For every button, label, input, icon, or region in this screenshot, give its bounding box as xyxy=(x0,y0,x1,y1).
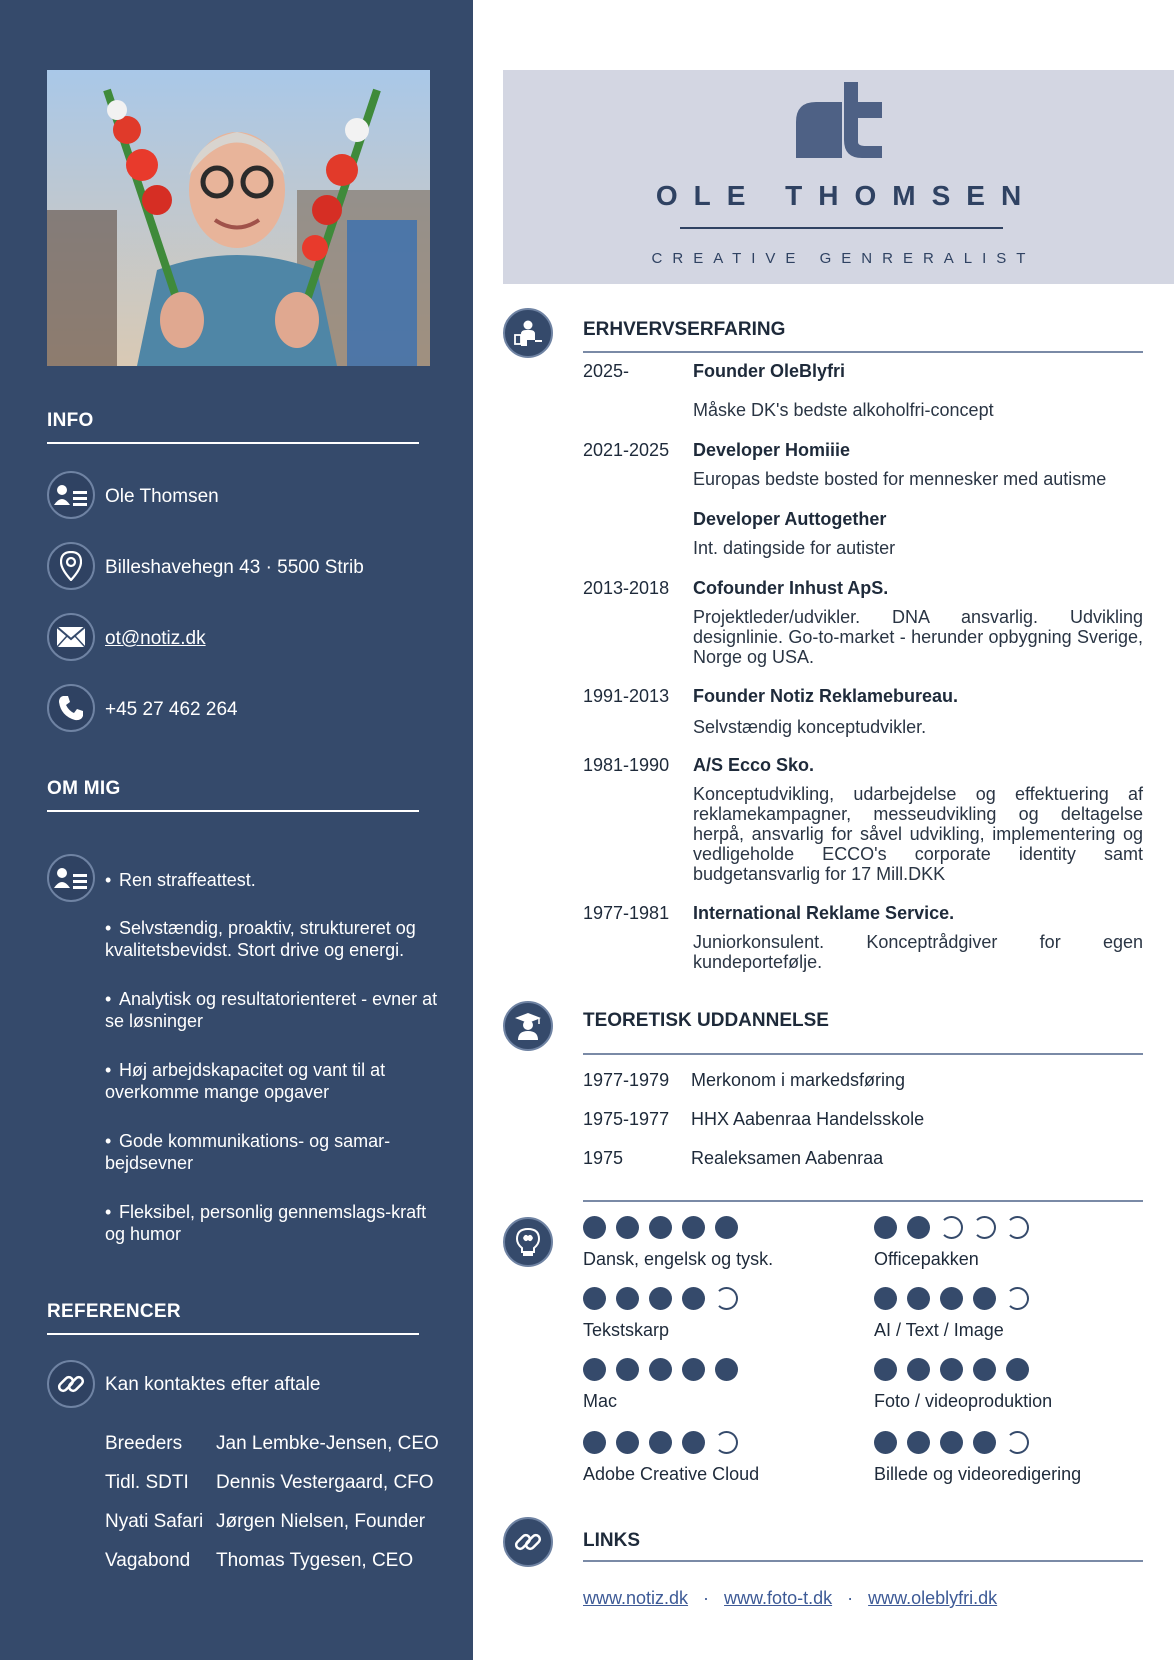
rating-dot-filled xyxy=(973,1431,996,1454)
rating-dot-filled xyxy=(973,1358,996,1381)
education-heading: TEORETISK UDDANNELSE xyxy=(583,1010,829,1031)
rating-dot-filled xyxy=(616,1358,639,1381)
skill-label: Mac xyxy=(583,1391,618,1411)
rating-dot-filled xyxy=(1006,1358,1029,1381)
skills-divider xyxy=(583,1200,1143,1202)
links-divider xyxy=(583,1560,1143,1562)
rating-dot-filled xyxy=(616,1287,639,1310)
chain-link-icon xyxy=(503,1517,553,1567)
skill-label: Billede og videoredigering xyxy=(874,1464,1082,1484)
link-notiz[interactable]: www.notiz.dk xyxy=(583,1588,689,1608)
link-separator: · xyxy=(847,1588,854,1608)
sidebar: INFO Ole Thomsen Billeshavehegn 43 · 5500 Strib ot@notiz.dk +45 27 462 264 OM MIG • Ren straffeattest. • Selvstændig, proaktiv, struktureret og kvalitetsbevidst. Stort drive og energi. • Analytisk og resultatorienteret - evner at se løsninger • Høj arbejdskapacitet og vant til at overkomme mange opgaver • Gode kommunikations- og samar-bejdsevner • Fleksibel, personlig gennemslags-kraft og humor REFERENCER Kan kontaktes efter aftale Breeders Jan Lembke-Jensen, CEO Tidl. SDTI Dennis Vestergaard, CFO Nyati Safari Jørgen Nielsen, Founder Vagabond Thomas Tygesen, CEO xyxy=(0,0,473,1660)
rating-dot-filled xyxy=(973,1287,996,1310)
about-bullet: • Fleksibel, personlig gennemslags-kraft og humor xyxy=(105,1202,427,1244)
chain-link-icon xyxy=(47,1360,95,1408)
education-year: 1977-1979 xyxy=(583,1070,670,1090)
rating-dot-filled xyxy=(940,1358,963,1381)
rating-dot-filled xyxy=(940,1431,963,1454)
skill-rating xyxy=(583,1431,759,1454)
job-description: Europas bedste bosted for mennesker med autisme xyxy=(693,469,1107,489)
rating-dot-empty xyxy=(1006,1216,1029,1239)
info-divider xyxy=(47,442,419,444)
job-year: 2025- xyxy=(583,361,630,381)
education-divider xyxy=(583,1053,1143,1055)
rating-dot-empty xyxy=(940,1216,963,1239)
rating-dot-filled xyxy=(907,1358,930,1381)
job-description: Projektleder/udvikler. DNA ansvarlig. Udvikling designlinie. Go-to-market - herunder opbygning Sverige, Norge og USA. xyxy=(693,607,1143,667)
about-bullet: • Selvstændig, proaktiv, struktureret og kvalitetsbevidst. Stort drive og energi. xyxy=(105,918,416,960)
rating-dot-filled xyxy=(907,1431,930,1454)
skill-item xyxy=(583,1287,738,1341)
link-separator: · xyxy=(703,1588,710,1608)
rating-dot-filled xyxy=(583,1358,606,1381)
rating-dot-filled xyxy=(940,1287,963,1310)
skill-rating xyxy=(874,1431,1081,1454)
references-intro: Kan kontaktes efter aftale xyxy=(105,1374,321,1395)
id-card-icon xyxy=(47,471,95,519)
skill-label: Foto / videoproduktion xyxy=(874,1391,1053,1411)
rating-dot-empty xyxy=(715,1287,738,1310)
about-divider xyxy=(47,810,419,812)
about-bullet: • Analytisk og resultatorienteret - evner at se løsninger xyxy=(105,989,438,1031)
skill-rating xyxy=(874,1287,1029,1310)
skill-rating xyxy=(583,1216,773,1239)
job-description: Int. datingside for autister xyxy=(693,538,896,558)
skill-rating xyxy=(583,1287,738,1310)
rating-dot-filled xyxy=(583,1431,606,1454)
about-bullet: • Ren straffeattest. xyxy=(105,870,256,890)
rating-dot-filled xyxy=(874,1358,897,1381)
experience-heading: ERHVERVSERFARING xyxy=(583,319,786,340)
info-email[interactable] xyxy=(105,627,206,650)
about-heading: OM MIG xyxy=(47,778,121,799)
job-description: Juniorkonsulent. Konceptrådgiver for egen kundeportefølje. xyxy=(693,932,1143,972)
rating-dot-filled xyxy=(874,1287,897,1310)
rating-dot-filled xyxy=(616,1431,639,1454)
education-name: HHX Aabenraa Handelsskole xyxy=(691,1109,925,1129)
references-heading: REFERENCER xyxy=(47,1301,181,1322)
skill-item xyxy=(874,1431,1081,1485)
about-bullet: • Høj arbejdskapacitet og vant til at overkomme mange opgaver xyxy=(105,1060,386,1102)
skill-item xyxy=(874,1358,1052,1412)
rating-dot-filled xyxy=(649,1431,672,1454)
education-name: Merkonom i markedsføring xyxy=(691,1070,906,1090)
education-year: 1975 xyxy=(583,1148,624,1168)
job-year: 1981-1990 xyxy=(583,755,670,775)
rating-dot-filled xyxy=(649,1287,672,1310)
location-pin-icon xyxy=(47,542,95,590)
rating-dot-filled xyxy=(715,1358,738,1381)
rating-dot-filled xyxy=(649,1358,672,1381)
skill-item xyxy=(874,1216,1029,1270)
name-divider xyxy=(680,227,1003,229)
rating-dot-empty xyxy=(715,1431,738,1454)
rating-dot-filled xyxy=(649,1216,672,1239)
info-name: Ole Thomsen xyxy=(105,486,219,507)
phone-icon xyxy=(47,684,95,732)
job-year: 1977-1981 xyxy=(583,903,670,923)
rating-dot-empty xyxy=(1006,1287,1029,1310)
rating-dot-filled xyxy=(907,1287,930,1310)
rating-dot-filled xyxy=(682,1431,705,1454)
rating-dot-empty xyxy=(973,1216,996,1239)
info-heading: INFO xyxy=(47,410,94,431)
education-name: Realeksamen Aabenraa xyxy=(691,1148,884,1168)
job-title: Developer Homiiie xyxy=(693,440,851,460)
info-address: Billeshavehegn 43 · 5500 Strib xyxy=(105,557,364,578)
envelope-icon xyxy=(47,613,95,661)
references-divider xyxy=(47,1333,419,1335)
links-row xyxy=(583,1588,997,1609)
worker-at-desk-icon xyxy=(503,308,553,358)
rating-dot-empty xyxy=(1006,1431,1029,1454)
rating-dot-filled xyxy=(874,1216,897,1239)
skill-rating xyxy=(874,1216,1029,1239)
rating-dot-filled xyxy=(715,1216,738,1239)
skill-label: Officepakken xyxy=(874,1249,979,1269)
rating-dot-filled xyxy=(682,1358,705,1381)
portrait-photo xyxy=(47,70,430,366)
rating-dot-filled xyxy=(616,1216,639,1239)
rating-dot-filled xyxy=(583,1216,606,1239)
job-description: Selvstændig konceptudvikler. xyxy=(693,717,927,737)
job-title: Developer Auttogether xyxy=(693,509,887,529)
job-title: Founder Notiz Reklamebureau. xyxy=(693,686,959,706)
rating-dot-filled xyxy=(907,1216,930,1239)
link-oleblyfri[interactable]: www.oleblyfri.dk xyxy=(868,1588,998,1608)
links-heading: LINKS xyxy=(583,1530,640,1551)
job-title: International Reklame Service. xyxy=(693,903,955,923)
education-year: 1975-1977 xyxy=(583,1109,670,1129)
experience-divider xyxy=(583,351,1143,353)
header-banner xyxy=(503,70,1174,284)
graduate-icon xyxy=(503,1001,553,1051)
skill-label: AI / Text / Image xyxy=(874,1320,1004,1340)
about-bullet: • Gode kommunikations- og samar-bejdsevner xyxy=(105,1131,391,1173)
job-description: Måske DK's bedste alkoholfri-concept xyxy=(693,400,994,420)
ot-logo xyxy=(796,82,882,163)
skill-item xyxy=(583,1431,759,1485)
person-subtitle: CREATIVE GENRERALIST xyxy=(651,250,1036,267)
link-foto-t[interactable]: www.foto-t.dk xyxy=(724,1588,833,1608)
info-phone: +45 27 462 264 xyxy=(105,699,238,720)
rating-dot-filled xyxy=(874,1431,897,1454)
id-card-icon xyxy=(47,854,95,902)
job-year: 2013-2018 xyxy=(583,578,670,598)
job-title: Founder OleBlyfri xyxy=(693,361,846,381)
skill-label: Adobe Creative Cloud xyxy=(583,1464,760,1484)
job-year: 2021-2025 xyxy=(583,440,670,460)
job-description: Konceptudvikling, udarbejdelse og effektuering af reklamekampagner, messeudvikling og deltagelse herpå, ansvarlig for såvel udvikling, implementering og vedligeholde ECCO's corporate identity samt budgetansvarlig for 17 Mill.DKK xyxy=(693,784,1143,884)
job-title: A/S Ecco Sko. xyxy=(693,755,815,775)
skill-rating xyxy=(874,1358,1052,1381)
email-link[interactable]: ot@notiz.dk xyxy=(105,628,206,649)
skill-item xyxy=(874,1287,1029,1341)
skill-item xyxy=(583,1358,738,1412)
job-title: Cofounder Inhust ApS. xyxy=(693,578,889,598)
rating-dot-filled xyxy=(682,1287,705,1310)
rating-dot-filled xyxy=(682,1216,705,1239)
skill-label: Tekstskarp xyxy=(583,1320,670,1340)
brain-lightbulb-icon xyxy=(503,1217,553,1267)
rating-dot-filled xyxy=(583,1287,606,1310)
person-name: OLE THOMSEN xyxy=(655,180,1038,211)
skill-label: Dansk, engelsk og tysk. xyxy=(583,1249,774,1269)
job-year: 1991-2013 xyxy=(583,686,670,706)
skill-item xyxy=(583,1216,773,1270)
skill-rating xyxy=(583,1358,738,1381)
